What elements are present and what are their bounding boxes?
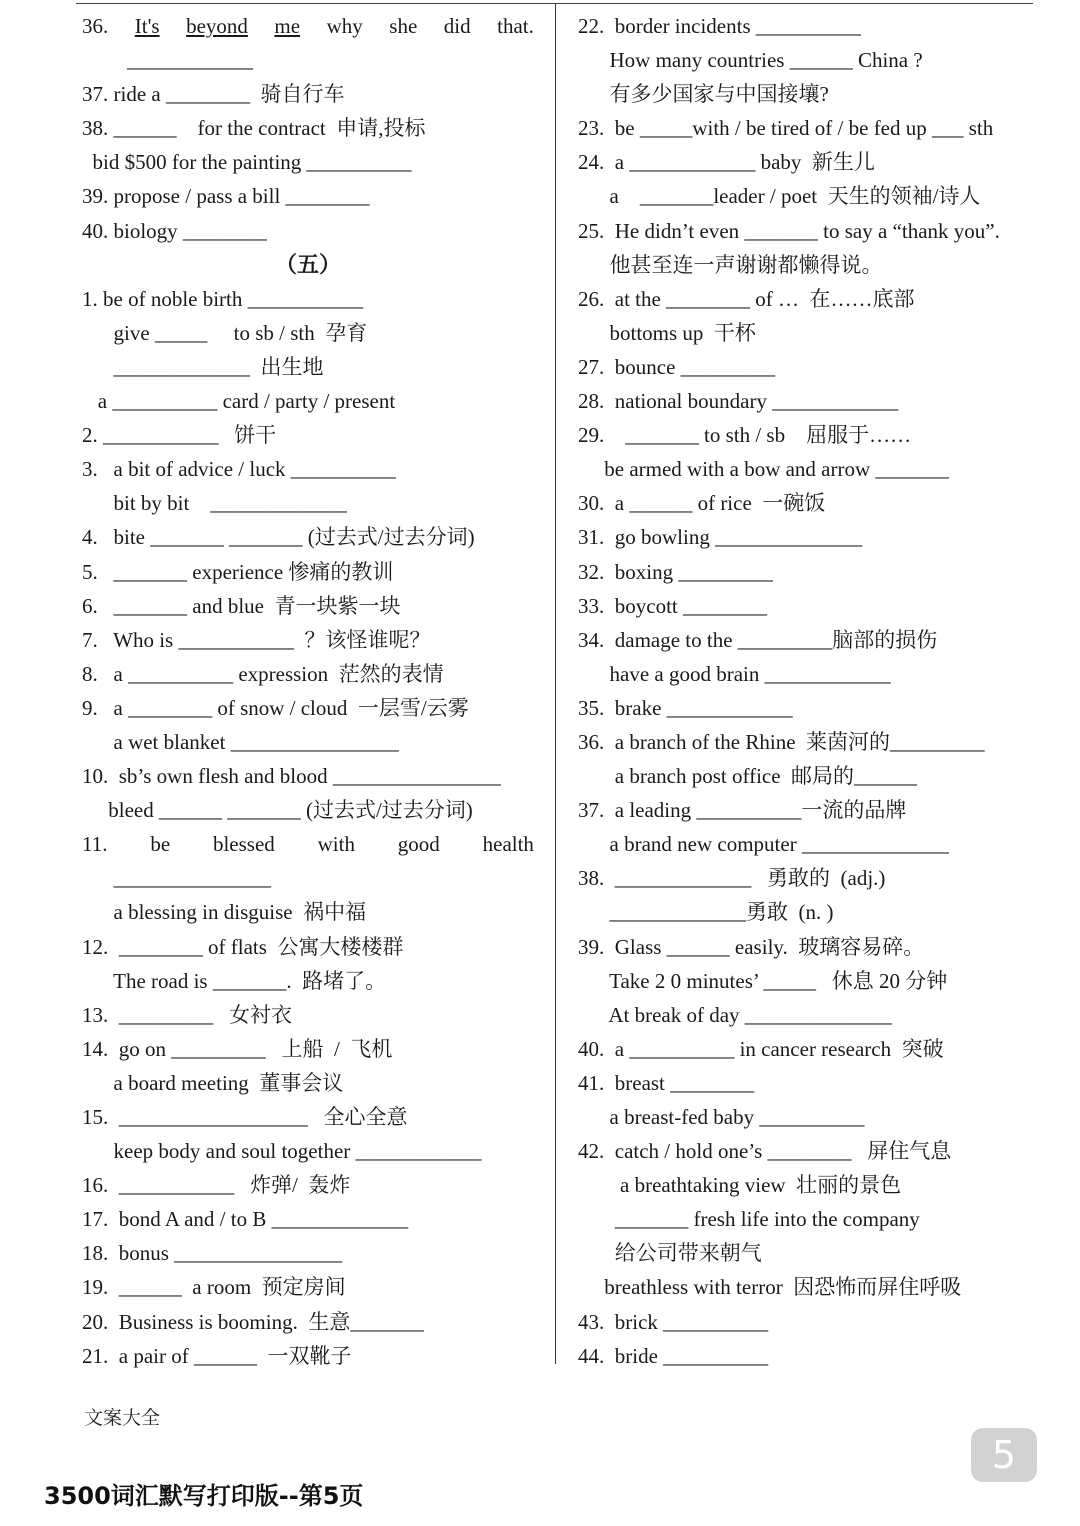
vocab-line: a wet blanket ________________ xyxy=(82,729,399,754)
word: be xyxy=(150,832,171,857)
vocab-line: a brand new computer ______________ xyxy=(578,832,949,857)
section-heading: （五） xyxy=(274,251,341,277)
item-number: 36. xyxy=(82,14,109,38)
vocab-line: breathless with terror 因恐怖而屏住呼吸 xyxy=(578,1275,962,1300)
vocab-line: a _______leader / poet 天生的领袖/诗人 xyxy=(578,184,981,209)
underlined-word: beyond xyxy=(186,14,248,38)
vocab-line: a breathtaking view 壮丽的景色 xyxy=(578,1173,902,1198)
underlined-word: It's xyxy=(134,14,160,38)
vocab-line: 6. _______ and blue 青一块紫一块 xyxy=(82,593,401,618)
vocab-line: be armed with a bow and arrow _______ xyxy=(578,457,949,482)
item-number: 11. xyxy=(82,832,108,857)
vocab-line: 26. at the ________ of … 在……底部 xyxy=(578,286,915,311)
document-title: 3500词汇默写打印版--第5页 xyxy=(44,1482,364,1510)
vocab-line: bleed ______ _______ (过去式/过去分词) xyxy=(82,798,473,823)
vocab-line: _____________勇敢 (n. ) xyxy=(578,900,834,925)
vocab-line: keep body and soul together ____________ xyxy=(82,1139,482,1164)
vocab-line: 39. propose / pass a bill ________ xyxy=(82,184,370,209)
vocab-line: 30. a ______ of rice 一碗饭 xyxy=(578,491,826,516)
item-11-line xyxy=(82,827,534,861)
vocab-line: 36. a branch of the Rhine 莱茵河的_________ xyxy=(578,729,985,754)
vocab-line: 34. damage to the _________脑部的损伤 xyxy=(578,627,938,652)
vocab-line: 44. bride __________ xyxy=(578,1343,769,1368)
right-column xyxy=(578,9,1034,1373)
vocab-line: 22. border incidents __________ xyxy=(578,14,861,38)
vocab-line: a branch post office 邮局的______ xyxy=(578,764,918,789)
vocab-line: 18. bonus ________________ xyxy=(82,1241,343,1266)
vocab-line: 1. be of noble birth ___________ xyxy=(82,286,364,311)
vocab-line: 38. ______ for the contract 申请,投标 xyxy=(82,116,426,141)
vocab-line: At break of day ______________ xyxy=(578,1002,892,1027)
vocab-line: 32. boxing _________ xyxy=(578,559,773,584)
vocab-line: 42. catch / hold one’s ________ 屏住气息 xyxy=(578,1139,952,1164)
vocab-line: have a good brain ____________ xyxy=(578,661,891,686)
vocab-line: _____________ 出生地 xyxy=(82,354,324,379)
vocab-line: _______ fresh life into the company xyxy=(578,1207,920,1232)
vocab-line: 14. go on _________ 上船 / 飞机 xyxy=(82,1036,393,1061)
vocab-line: 3. a bit of advice / luck __________ xyxy=(82,457,396,482)
vocab-line: 17. bond A and / to B _____________ xyxy=(82,1207,409,1232)
vocab-line: 16. ___________ 炸弹/ 轰炸 xyxy=(82,1173,351,1198)
vocab-line: The road is _______. 路堵了。 xyxy=(82,968,387,993)
vocab-line: bottoms up 干杯 xyxy=(578,320,756,345)
vocab-line: 10. sb’s own flesh and blood ________________ xyxy=(82,764,501,789)
vocab-line: a breast-fed baby __________ xyxy=(578,1105,865,1129)
vocab-line: _______________ xyxy=(82,866,271,891)
vocab-line: 2. ___________ 饼干 xyxy=(82,423,277,448)
vocab-line: 28. national boundary ____________ xyxy=(578,389,899,414)
vocab-line: 20. Business is booming. 生意_______ xyxy=(82,1309,424,1334)
vocab-line: 39. Glass ______ easily. 玻璃容易碎。 xyxy=(578,934,925,959)
vocab-line: 7. Who is ___________ ？该怪谁呢？ xyxy=(82,627,431,652)
vocab-line: a __________ card / party / present xyxy=(82,389,396,414)
vocab-line: 33. boycott ________ xyxy=(578,593,767,618)
vocab-line: a blessing in disguise 祸中福 xyxy=(82,900,367,925)
vocab-line: 他甚至连一声谢谢都懒得说。 xyxy=(578,252,883,277)
vocab-line: 38. _____________ 勇敢的 (adj.) xyxy=(578,866,886,891)
word: health xyxy=(482,832,534,857)
vocab-line: a board meeting 董事会议 xyxy=(82,1070,344,1095)
vocab-line: 25. He didn’t even _______ to say a “thank you”. xyxy=(578,218,1000,243)
vocab-line: 21. a pair of ______ 一双靴子 xyxy=(82,1343,352,1368)
vocab-line: 5. _______ experience 惨痛的教训 xyxy=(82,559,394,584)
vocab-line: 37. ride a ________ 骑自行车 xyxy=(82,82,345,107)
vocab-line: 43. brick __________ xyxy=(578,1309,769,1334)
vocab-line: 40. a __________ in cancer research 突破 xyxy=(578,1036,944,1061)
vocab-line: bid $500 for the painting __________ xyxy=(82,150,412,175)
page-number-badge: 5 xyxy=(971,1428,1037,1482)
item-36-line xyxy=(82,9,534,43)
vocab-line: bit by bit _____________ xyxy=(82,491,347,516)
word: why xyxy=(326,14,363,38)
vocab-line: 37. a leading __________一流的品牌 xyxy=(578,798,907,823)
word: she xyxy=(389,14,418,38)
vocab-line: How many countries ______ China ? xyxy=(578,48,923,73)
word: blessed xyxy=(212,832,275,857)
vocab-line: 35. brake ____________ xyxy=(578,695,793,720)
answer-blank: ____________ xyxy=(127,48,253,73)
vocab-line: 4. bite _______ _______ (过去式/过去分词) xyxy=(82,525,475,550)
column-divider xyxy=(555,4,556,1364)
vocab-line: 29. _______ to sth / sb 屈服于…… xyxy=(578,423,912,448)
vocab-line: 给公司带来朝气 xyxy=(578,1241,762,1266)
footer-note: 文案大全 xyxy=(84,1407,161,1429)
vocab-line: 有多少国家与中国接壤? xyxy=(578,82,829,107)
vocab-line: 15. __________________ 全心全意 xyxy=(82,1105,408,1129)
word: with xyxy=(317,832,355,857)
vocab-line: 31. go bowling ______________ xyxy=(578,525,863,550)
vocab-line: 40. biology ________ xyxy=(82,218,267,243)
word: that. xyxy=(497,14,534,38)
vocab-line: 9. a ________ of snow / cloud 一层雪/云雾 xyxy=(82,695,469,720)
vocab-line: Take 2 0 minutes’ _____ 休息 20 分钟 xyxy=(578,968,948,993)
vocab-line: 27. bounce _________ xyxy=(578,354,776,379)
vocab-line: 19. ______ a room 预定房间 xyxy=(82,1275,346,1300)
vocab-line: 41. breast ________ xyxy=(578,1070,755,1095)
vocab-line: give _____ to sb / sth 孕育 xyxy=(82,320,368,345)
vocab-line: 13. _________ 女衬衣 xyxy=(82,1002,292,1027)
vocab-line: 8. a __________ expression 茫然的表情 xyxy=(82,661,444,686)
underlined-word: me xyxy=(274,14,301,38)
vocab-line: 24. a ____________ baby 新生儿 xyxy=(578,150,875,175)
vocab-line: 12. ________ of flats 公寓大楼楼群 xyxy=(82,934,404,959)
left-column xyxy=(82,9,534,1373)
vocab-line: 23. be _____with / be tired of / be fed up ___ sth xyxy=(578,116,994,141)
word: did xyxy=(443,14,471,38)
word: good xyxy=(397,832,440,857)
